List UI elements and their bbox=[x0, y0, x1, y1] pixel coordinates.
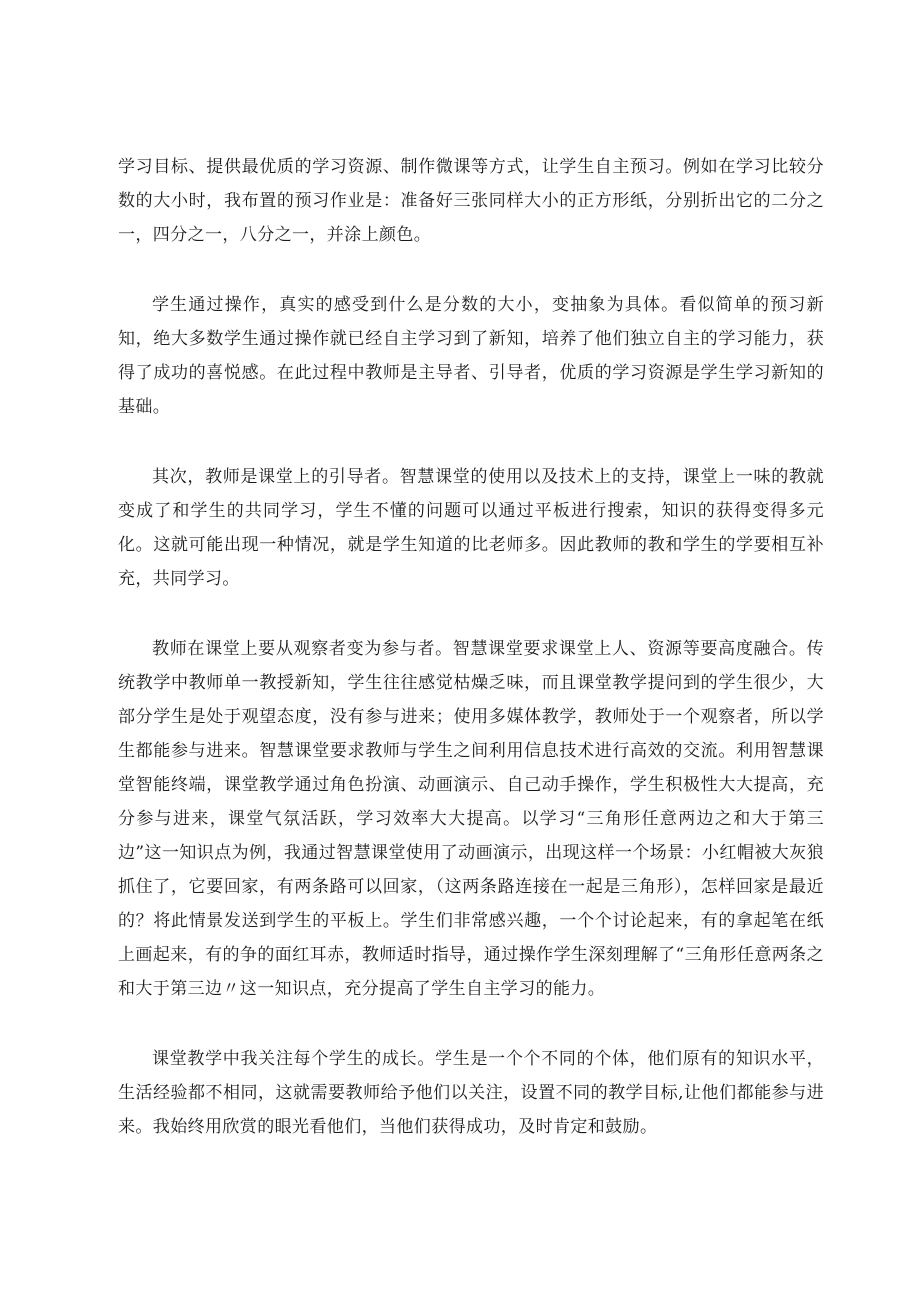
paragraph-4: 教师在课堂上要从观察者变为参与者。智慧课堂要求课堂上人、资源等要高度融合。传统教学中教师单一教授新知，学生往往感觉枯燥乏味，而且课堂教学提问到的学生很少，大部分学生是处于观望态度，没有参与进来；使用多媒体教学，教师处于一个观察者，所以学生都能参与进来。智慧课堂要求教师与学生之间利用信息技术进行高效的交流。利用智慧课堂智能终端，课堂教学通过角色扮演、动画演示、自己动手操作，学生积极性大大提高，充分参与进来，课堂气氛活跃，学习效率大大提高。以学习“三角形任意两边之和大于第三边”这一知识点为例，我通过智慧课堂使用了动画演示，出现这样一个场景：小红帽被大灰狼抓住了，它要回家，有两条路可以回家，（这两条路连接在一起是三角形），怎样回家是最近的？将此情景发送到学生的平板上。学生们非常感兴趣，一个个讨论起来，有的拿起笔在纸上画起来，有的争的面红耳赤，教师适时指导，通过操作学生深刻理解了“三角形任意两条之和大于第三边〃这一知识点，充分提高了学生自主学习的能力。 bbox=[118, 639, 824, 999]
paragraph-2: 学生通过操作，真实的感受到什么是分数的大小，变抽象为具体。看似简单的预习新知，绝大多数学生通过操作就已经自主学习到了新知，培养了他们独立自主的学习能力，获得了成功的喜悦感。在此过程中教师是主导者、引导者，优质的学习资源是学生学习新知的基础。 bbox=[118, 295, 824, 417]
paragraph-5: 课堂教学中我关注每个学生的成长。学生是一个个不同的个体，他们原有的知识水平，生活经验都不相同，这就需要教师给予他们以关注，设置不同的教学目标,让他们都能参与进来。我始终用欣赏的眼光看他们，当他们获得成功，及时肯定和鼓励。 bbox=[118, 1049, 824, 1137]
paragraph-1: 学习目标、提供最优质的学习资源、制作微课等方式，让学生自主预习。例如在学习比较分数的大小时，我布置的预习作业是：准备好三张同样大小的正方形纸，分别折出它的二分之一，四分之一，八分之一，并涂上颜色。 bbox=[118, 157, 824, 245]
document-page bbox=[118, 150, 824, 1180]
paragraph-3: 其次，教师是课堂上的引导者。智慧课堂的使用以及技术上的支持，课堂上一味的教就变成了和学生的共同学习，学生不懂的问题可以通过平板进行搜索，知识的获得变得多元化。这就可能出现一种情况，就是学生知道的比老师多。因此教师的教和学生的学要相互补充，共同学习。 bbox=[118, 467, 824, 589]
